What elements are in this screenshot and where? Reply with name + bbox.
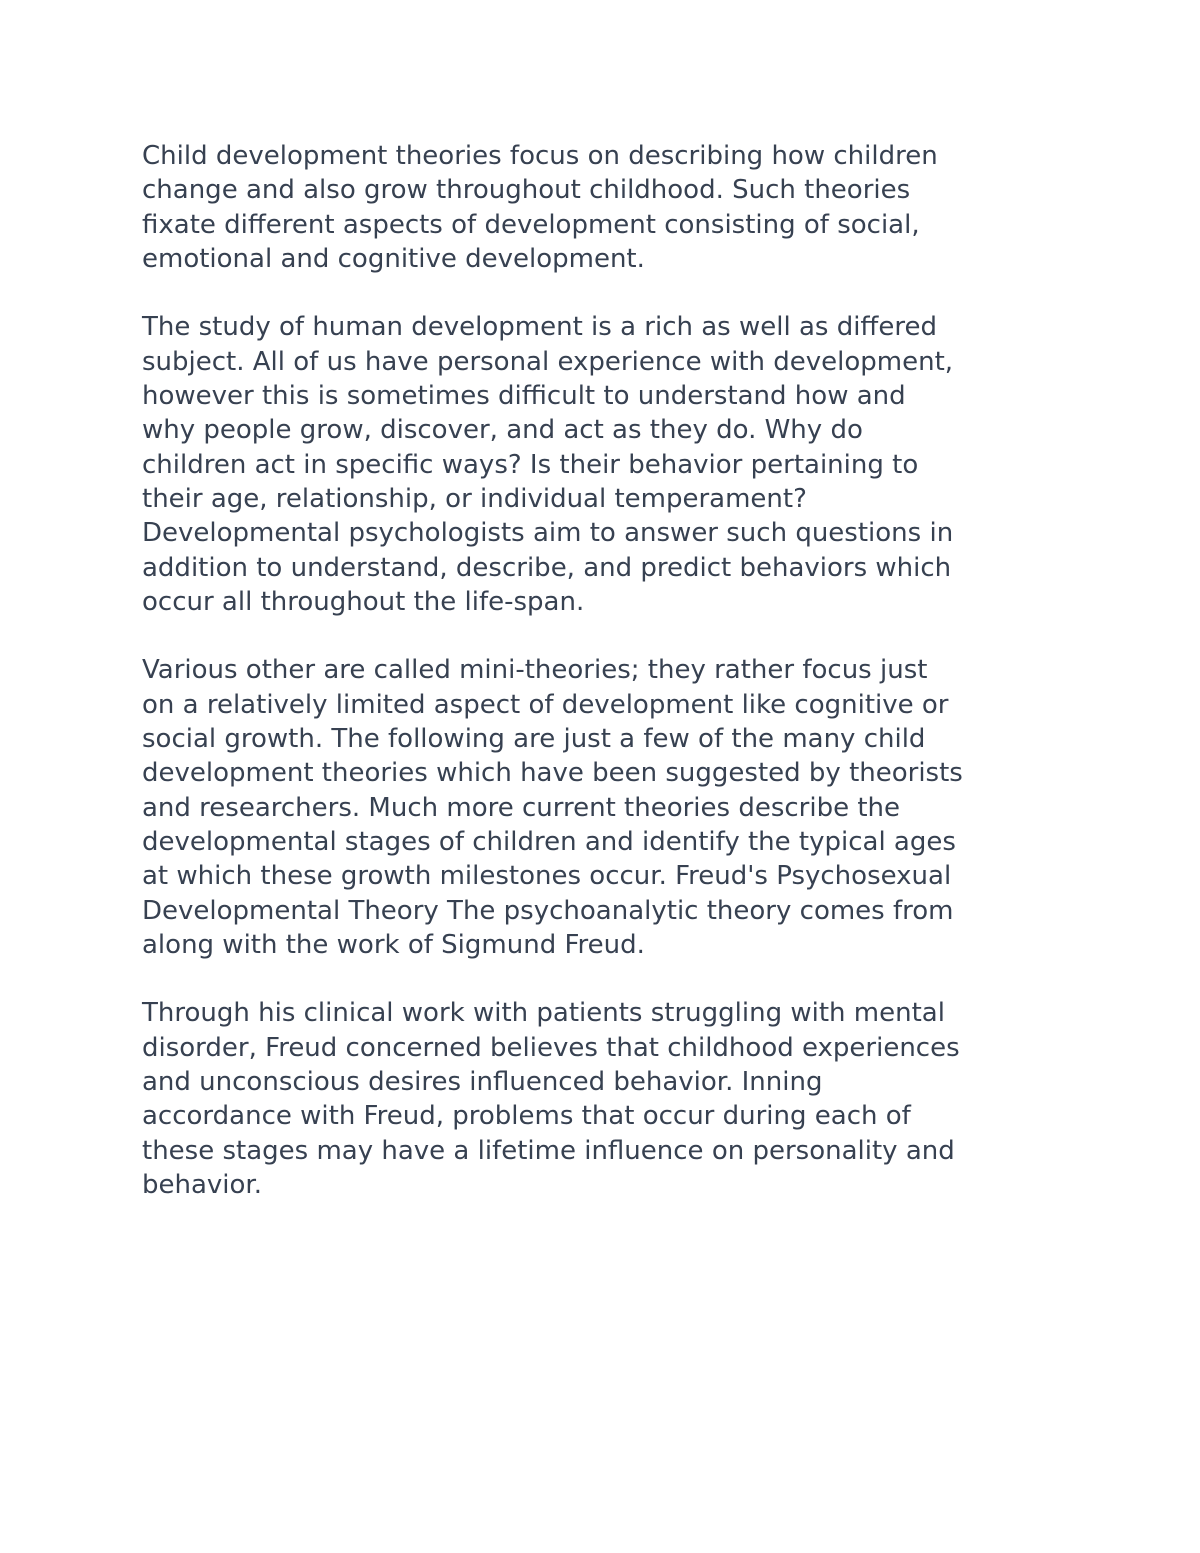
paragraph-line: addition to understand, describe, and predict behaviors which bbox=[142, 552, 952, 583]
paragraph-line: disorder, Freud concerned believes that childhood experiences bbox=[142, 1032, 960, 1063]
paragraph-line: accordance with Freud, problems that occur during each of bbox=[142, 1101, 911, 1132]
paragraph-line: fixate different aspects of development consisting of social, bbox=[142, 209, 920, 240]
paragraph-line: on a relatively limited aspect of development like cognitive or bbox=[142, 689, 949, 720]
paragraph-line: The study of human development is a rich as well as differed bbox=[142, 312, 937, 343]
document-body bbox=[142, 139, 1072, 1237]
paragraph-line: Developmental Theory The psychoanalytic theory comes from bbox=[142, 895, 954, 926]
paragraph-line: these stages may have a lifetime influence on personality and bbox=[142, 1135, 955, 1166]
paragraph-1 bbox=[142, 139, 1072, 276]
paragraph-line: at which these growth milestones occur. Freud's Psychosexual bbox=[142, 861, 952, 892]
paragraph-line: change and also grow throughout childhood. Such theories bbox=[142, 175, 911, 206]
paragraph-line: Various other are called mini-theories; they rather focus just bbox=[142, 655, 928, 686]
paragraph-line: behavior. bbox=[142, 1169, 262, 1200]
paragraph-line: however this is sometimes difficult to understand how and bbox=[142, 381, 906, 412]
paragraph-line: subject. All of us have personal experience with development, bbox=[142, 346, 954, 377]
paragraph-4 bbox=[142, 996, 1072, 1202]
paragraph-3 bbox=[142, 653, 1072, 962]
paragraph-line: Developmental psychologists aim to answer such questions in bbox=[142, 518, 954, 549]
paragraph-line: and unconscious desires influenced behavior. Inning bbox=[142, 1067, 823, 1098]
paragraph-2 bbox=[142, 310, 1072, 619]
paragraph-line: development theories which have been suggested by theorists bbox=[142, 758, 963, 789]
paragraph-line: children act in specific ways? Is their behavior pertaining to bbox=[142, 449, 919, 480]
paragraph-line: Child development theories focus on describing how children bbox=[142, 141, 938, 171]
paragraph-line: occur all throughout the life-span. bbox=[142, 586, 585, 617]
paragraph-line: social growth. The following are just a few of the many child bbox=[142, 724, 926, 755]
paragraph-line: developmental stages of children and identify the typical ages bbox=[142, 826, 956, 857]
paragraph-line: their age, relationship, or individual temperament? bbox=[142, 483, 807, 514]
paragraph-line: emotional and cognitive development. bbox=[142, 243, 645, 274]
paragraph-line: and researchers. Much more current theories describe the bbox=[142, 792, 901, 823]
paragraph-line: Through his clinical work with patients struggling with mental bbox=[142, 998, 945, 1029]
paragraph-line: why people grow, discover, and act as they do. Why do bbox=[142, 415, 863, 446]
paragraph-line: along with the work of Sigmund Freud. bbox=[142, 929, 645, 960]
